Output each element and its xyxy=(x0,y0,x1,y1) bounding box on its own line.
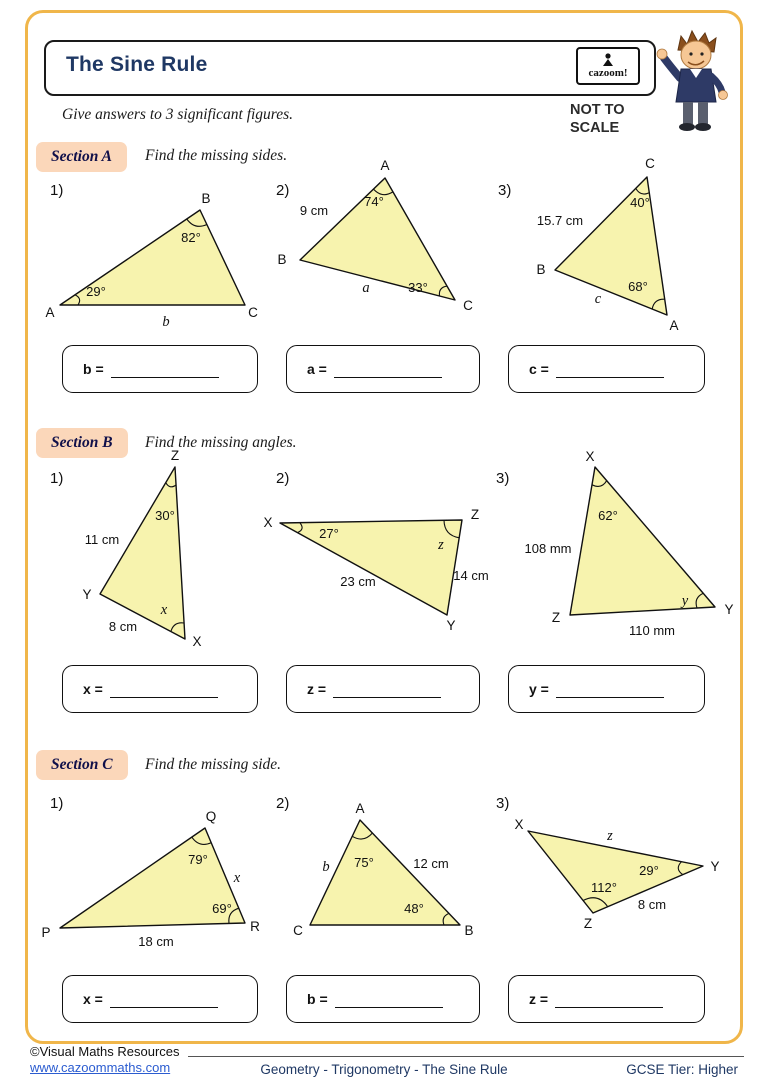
section-c-instruction: Find the missing side. xyxy=(145,756,282,773)
side-label: 8 cm xyxy=(108,619,138,634)
problem-number: 1) xyxy=(50,470,64,487)
section-a-label: Section A xyxy=(36,142,127,172)
angle-label: 48° xyxy=(404,901,424,916)
vertex-label: B xyxy=(536,262,546,277)
answer-blank xyxy=(110,990,218,1008)
side-label: 15.7 cm xyxy=(536,213,584,228)
vertex-label: Y xyxy=(724,602,734,617)
triangle-figure-b3 xyxy=(520,449,755,647)
angle-label: 62° xyxy=(598,508,618,523)
answer-blank xyxy=(110,680,218,698)
footer-divider xyxy=(188,1056,744,1057)
angle-label: 74° xyxy=(364,194,384,209)
problem-number: 3) xyxy=(496,795,510,812)
mascot-eye xyxy=(700,52,703,55)
footer-website-link[interactable]: www.cazoommaths.com xyxy=(30,1060,171,1075)
footer-tier: GCSE Tier: Higher xyxy=(626,1062,738,1077)
vertex-label: B xyxy=(277,252,287,267)
vertex-label: C xyxy=(248,305,258,320)
side-label: b xyxy=(162,314,170,330)
vertex-label: B xyxy=(201,191,211,206)
answer-box xyxy=(286,975,480,1023)
angle-label: 29° xyxy=(639,863,659,878)
side-label: 9 cm xyxy=(299,203,329,218)
answer-box xyxy=(508,345,705,393)
triangle-outline xyxy=(100,467,185,639)
answer-box xyxy=(62,665,258,713)
angle-label: 29° xyxy=(86,284,106,299)
not-to-scale-label: NOT TO SCALE xyxy=(570,102,625,137)
answer-box xyxy=(508,665,705,713)
section-b-instruction: Find the missing angles. xyxy=(145,434,297,451)
angle-label: 40° xyxy=(630,195,650,210)
mascot-hand xyxy=(657,49,667,59)
vertex-label: X xyxy=(585,449,595,464)
triangle-figure-c3 xyxy=(508,818,743,938)
mascot-shoe xyxy=(695,123,711,131)
answer-box xyxy=(62,975,258,1023)
triangle-outline xyxy=(280,520,462,615)
section-c-label: Section C xyxy=(36,750,128,780)
cazoom-logo xyxy=(576,47,640,85)
triangle-outline xyxy=(528,831,703,913)
mascot-leg xyxy=(683,102,693,124)
problem-number: 1) xyxy=(50,182,64,199)
answer-label: c = xyxy=(529,361,549,377)
answer-label: a = xyxy=(307,361,327,377)
side-label: a xyxy=(362,280,370,296)
section-b-label: Section B xyxy=(36,428,128,458)
vertex-label: Q xyxy=(205,809,217,824)
footer-copyright: ©Visual Maths Resources xyxy=(30,1044,180,1059)
mascot-boy-illustration xyxy=(650,28,738,138)
answer-box xyxy=(286,345,480,393)
angle-label: 75° xyxy=(354,855,374,870)
side-label: 18 cm xyxy=(138,934,174,949)
problem-number: 2) xyxy=(276,795,290,812)
answer-blank xyxy=(555,990,663,1008)
answer-box xyxy=(508,975,705,1023)
side-label: 12 cm xyxy=(413,856,449,871)
answer-box xyxy=(62,345,258,393)
footer-topic: Geometry - Trigonometry - The Sine Rule xyxy=(260,1062,508,1077)
triangle-figure-a1 xyxy=(40,190,270,335)
mascot-eye xyxy=(689,52,692,55)
triangle-outline xyxy=(555,177,667,315)
angle-label: 112° xyxy=(591,880,617,895)
answer-label: b = xyxy=(83,361,104,377)
angle-label: 79° xyxy=(188,852,208,867)
answer-label: y = xyxy=(529,681,549,697)
vertex-label: C xyxy=(463,298,473,313)
mascot-raised-arm xyxy=(664,58,680,78)
answer-label: z = xyxy=(307,681,327,697)
section-a-instruction: Find the missing sides. xyxy=(145,147,288,164)
problem-number: 3) xyxy=(498,182,512,199)
vertex-label: P xyxy=(41,925,51,940)
answer-blank xyxy=(111,360,219,378)
mascot-shoe xyxy=(679,123,695,131)
vertex-label: Y xyxy=(710,859,720,874)
vertex-label: C xyxy=(645,156,655,171)
angle-label: 27° xyxy=(319,526,339,541)
vertex-label: A xyxy=(355,801,365,816)
vertex-label: B xyxy=(464,923,474,938)
vertex-label: A xyxy=(380,158,390,173)
problem-number: 1) xyxy=(50,795,64,812)
cazoom-logo-text: cazoom! xyxy=(588,67,628,79)
cazoom-logo-icon xyxy=(599,53,617,67)
vertex-label: X xyxy=(192,634,202,649)
triangle-outline xyxy=(570,467,715,615)
angle-label: 82° xyxy=(181,230,201,245)
vertex-label: Z xyxy=(470,507,480,522)
side-label: c xyxy=(594,291,602,307)
answer-label: x = xyxy=(83,991,103,1007)
problem-number: 2) xyxy=(276,470,290,487)
vertex-label: R xyxy=(250,919,260,934)
side-label: 11 cm xyxy=(84,532,120,547)
triangle-figure-c1 xyxy=(40,808,275,958)
answer-box xyxy=(286,665,480,713)
side-label: b xyxy=(322,859,330,875)
angle-label: 68° xyxy=(628,279,648,294)
mascot-hand xyxy=(719,91,728,100)
side-label: 110 mm xyxy=(629,623,675,638)
triangle-figure-c2 xyxy=(290,801,485,955)
angle-label: 69° xyxy=(212,901,232,916)
triangle-figure-b1 xyxy=(80,450,230,655)
side-label: 14 cm xyxy=(453,568,489,583)
answer-blank xyxy=(335,990,443,1008)
answer-blank xyxy=(556,680,664,698)
answer-label: b = xyxy=(307,991,328,1007)
angle-label: 33° xyxy=(408,280,428,295)
page-title: The Sine Rule xyxy=(66,53,208,76)
vertex-label: Y xyxy=(446,618,456,633)
vertex-label: Z xyxy=(551,610,561,625)
vertex-label: X xyxy=(514,817,524,832)
vertex-label: A xyxy=(669,318,679,333)
angle-label: x xyxy=(160,602,168,618)
answer-blank xyxy=(334,360,442,378)
side-label: z xyxy=(607,828,613,844)
triangle-figure-b2 xyxy=(262,505,497,640)
vertex-label: Z xyxy=(170,448,180,463)
triangle-figure-a3 xyxy=(510,155,725,335)
triangle-figure-a2 xyxy=(270,160,505,320)
vertex-label: Z xyxy=(583,916,593,931)
triangle-outline xyxy=(310,820,460,925)
answer-label: z = xyxy=(529,991,549,1007)
side-label: 8 cm xyxy=(637,897,667,912)
problem-number: 3) xyxy=(496,470,510,487)
answer-blank xyxy=(333,680,441,698)
vertex-label: A xyxy=(45,305,55,320)
answer-label: x = xyxy=(83,681,103,697)
mascot-leg xyxy=(698,102,708,124)
vertex-label: X xyxy=(263,515,273,530)
angle-label: 30° xyxy=(155,508,175,523)
instruction-note: Give answers to 3 significant figures. xyxy=(62,106,294,123)
side-label: 23 cm xyxy=(340,574,376,589)
answer-blank xyxy=(556,360,664,378)
side-label: 108 mm xyxy=(524,541,572,556)
vertex-label: Y xyxy=(82,587,92,602)
side-label: x xyxy=(233,870,241,886)
angle-label: y xyxy=(681,593,689,609)
angle-label: z xyxy=(438,537,444,553)
problem-number: 2) xyxy=(276,182,290,199)
vertex-label: C xyxy=(293,923,303,938)
